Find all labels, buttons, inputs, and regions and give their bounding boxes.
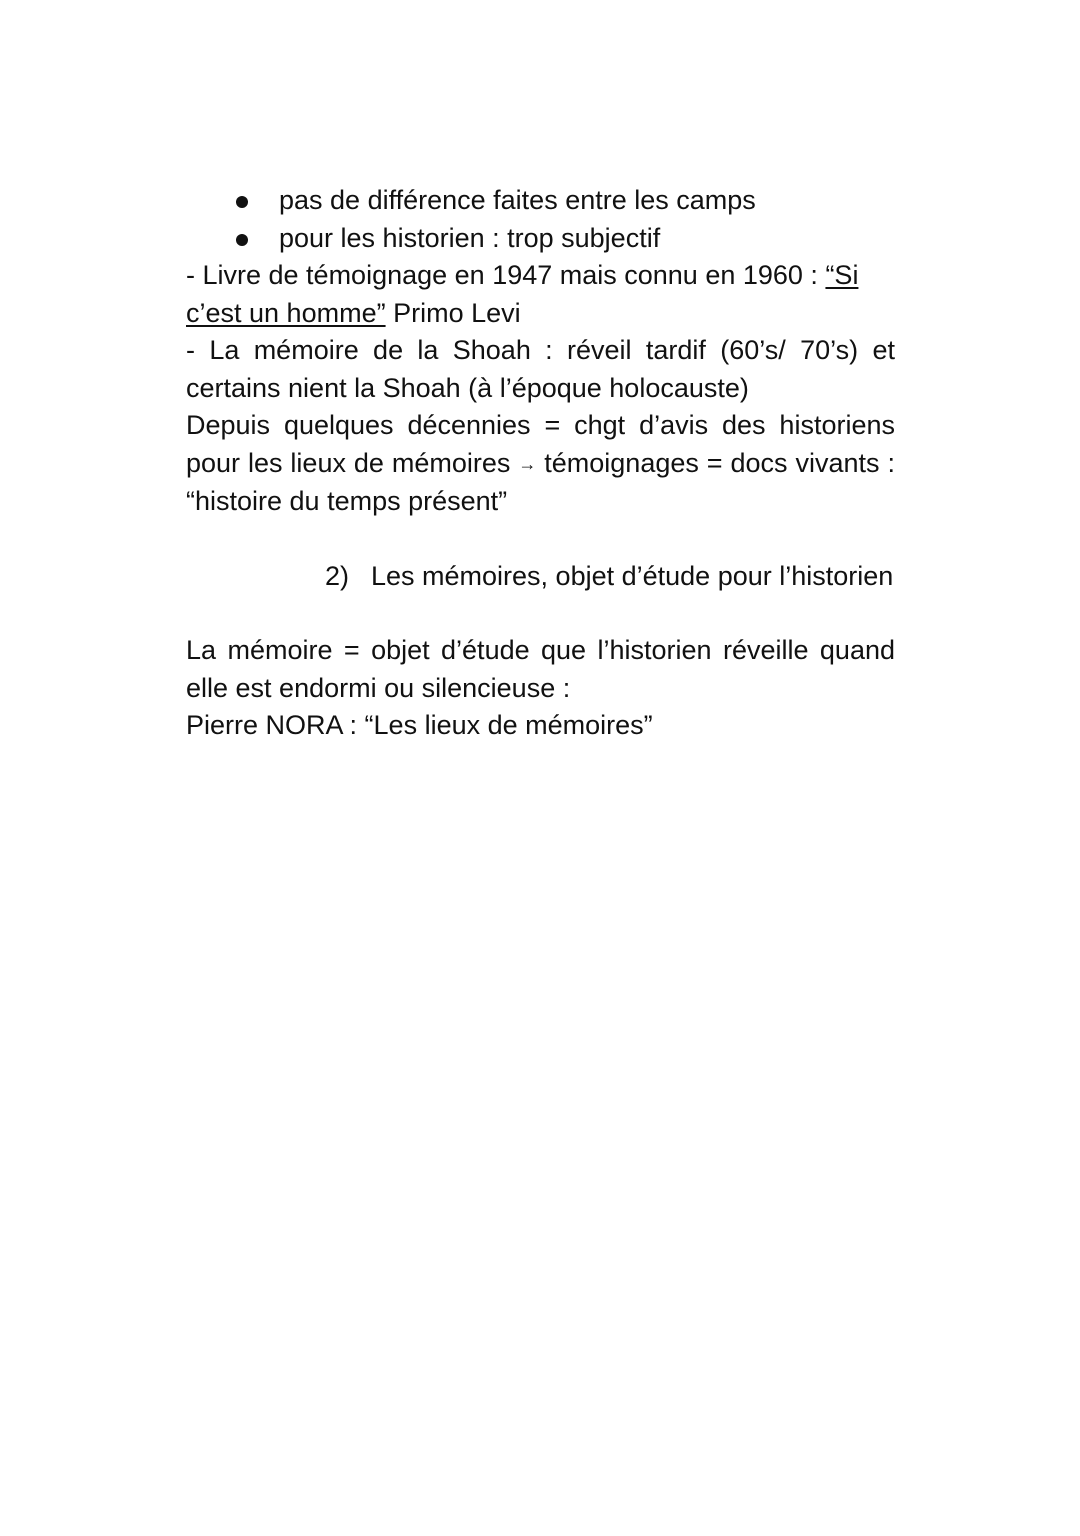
- bullet-text: pas de différence faites entre les camps: [279, 185, 756, 215]
- depuis-before-arrow: Depuis quelques décennies = chgt d’avis des historiens pour les lieux de mémoires: [186, 410, 895, 478]
- page-content: [186, 182, 895, 745]
- bullet-item: [186, 182, 895, 220]
- spacer: [186, 595, 895, 632]
- bullet-list: [186, 182, 895, 257]
- shoah-paragraph: - La mémoire de la Shoah : réveil tardif (60’s/ 70’s) et certains nient la Shoah (à l’époque holocauste): [186, 335, 895, 403]
- livre-title-part2: c’est un homme”: [186, 297, 386, 328]
- livre-paragraph: [186, 257, 895, 332]
- section-heading: [186, 558, 895, 596]
- bullet-item: [186, 220, 895, 258]
- livre-prefix: - Livre de témoignage en 1947 mais connu en 1960 :: [186, 260, 826, 290]
- right-arrow-icon: →: [518, 453, 537, 474]
- livre-suffix: Primo Levi: [385, 297, 521, 328]
- section-number: 2): [325, 560, 350, 591]
- bullet-dot-icon: [236, 196, 248, 208]
- depuis-paragraph: [186, 407, 895, 521]
- memoire-paragraph: La mémoire = objet d’étude que l’historien réveille quand elle est endormi ou silencieuse :: [186, 635, 895, 703]
- bullet-dot-icon: [236, 234, 248, 246]
- section-title: Les mémoires, objet d’étude pour l’historien: [371, 560, 894, 591]
- livre-title-part1: “Si: [825, 260, 859, 290]
- nora-line: Pierre NORA : “Les lieux de mémoires”: [186, 710, 653, 740]
- bullet-text: pour les historien : trop subjectif: [279, 222, 661, 253]
- depuis-after-arrow: témoignages = docs vivants : “histoire du temps présent”: [186, 447, 895, 516]
